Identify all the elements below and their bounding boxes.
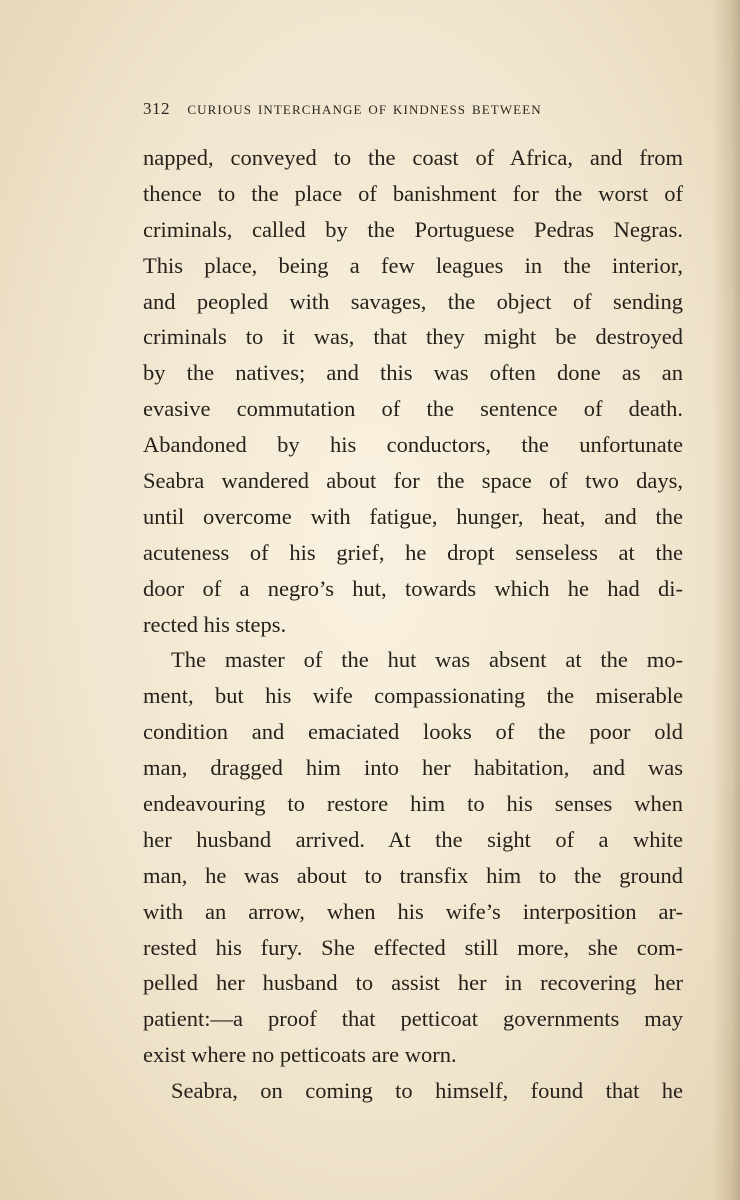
text-line: patient:—a proof that petticoat governments may [143, 1006, 683, 1032]
text-line: evasive commutation of the sentence of death. [143, 396, 683, 422]
text-line: napped, conveyed to the coast of Africa, and from [143, 145, 683, 170]
body-text [143, 140, 683, 1109]
text-line: acuteness of his grief, he dropt senseless at the [143, 539, 683, 565]
text-line: and peopled with savages, the object of sending [143, 288, 683, 314]
text-line: criminals to it was, that they might be destroyed [143, 324, 683, 350]
running-head: curious interchange of kindness between [187, 98, 542, 119]
text-line: by the natives; and this was often done as an [143, 360, 683, 386]
text-line: Seabra wandered about for the space of two days, [143, 468, 683, 494]
text-line: Seabra, on coming to himself, found that he [171, 1078, 683, 1104]
text-line: her husband arrived. At the sight of a white [143, 826, 683, 852]
text-line: pelled her husband to assist her in recovering her [143, 970, 683, 996]
text-line: criminals, called by the Portuguese Pedras Negras. [143, 216, 683, 242]
text-line: exist where no petticoats are worn. [143, 1042, 457, 1068]
text-line: rested his fury. She effected still more, she com- [143, 934, 683, 960]
text-line: endeavouring to restore him to his senses when [143, 791, 683, 817]
text-line: Abandoned by his conductors, the unfortunate [143, 432, 683, 458]
text-line: until overcome with fatigue, hunger, heat, and the [143, 503, 683, 529]
text-line: door of a negro’s hut, towards which he had di- [143, 575, 683, 601]
text-line: man, dragged him into her habitation, and was [143, 755, 683, 781]
page-number: 312 [143, 99, 170, 118]
text-line: ment, but his wife compassionating the miserable [143, 683, 683, 709]
text-line: thence to the place of banishment for the worst of [143, 180, 683, 206]
text-line: man, he was about to transfix him to the ground [143, 862, 683, 888]
text-line: rected his steps. [143, 611, 287, 637]
page-header [143, 98, 643, 120]
text-line: This place, being a few leagues in the interior, [143, 252, 683, 278]
page-edge-shadow [712, 0, 740, 1200]
text-line: with an arrow, when his wife’s interposition ar- [143, 898, 683, 924]
text-line: condition and emaciated looks of the poor old [143, 719, 683, 745]
text-line: The master of the hut was absent at the mo- [171, 647, 683, 673]
